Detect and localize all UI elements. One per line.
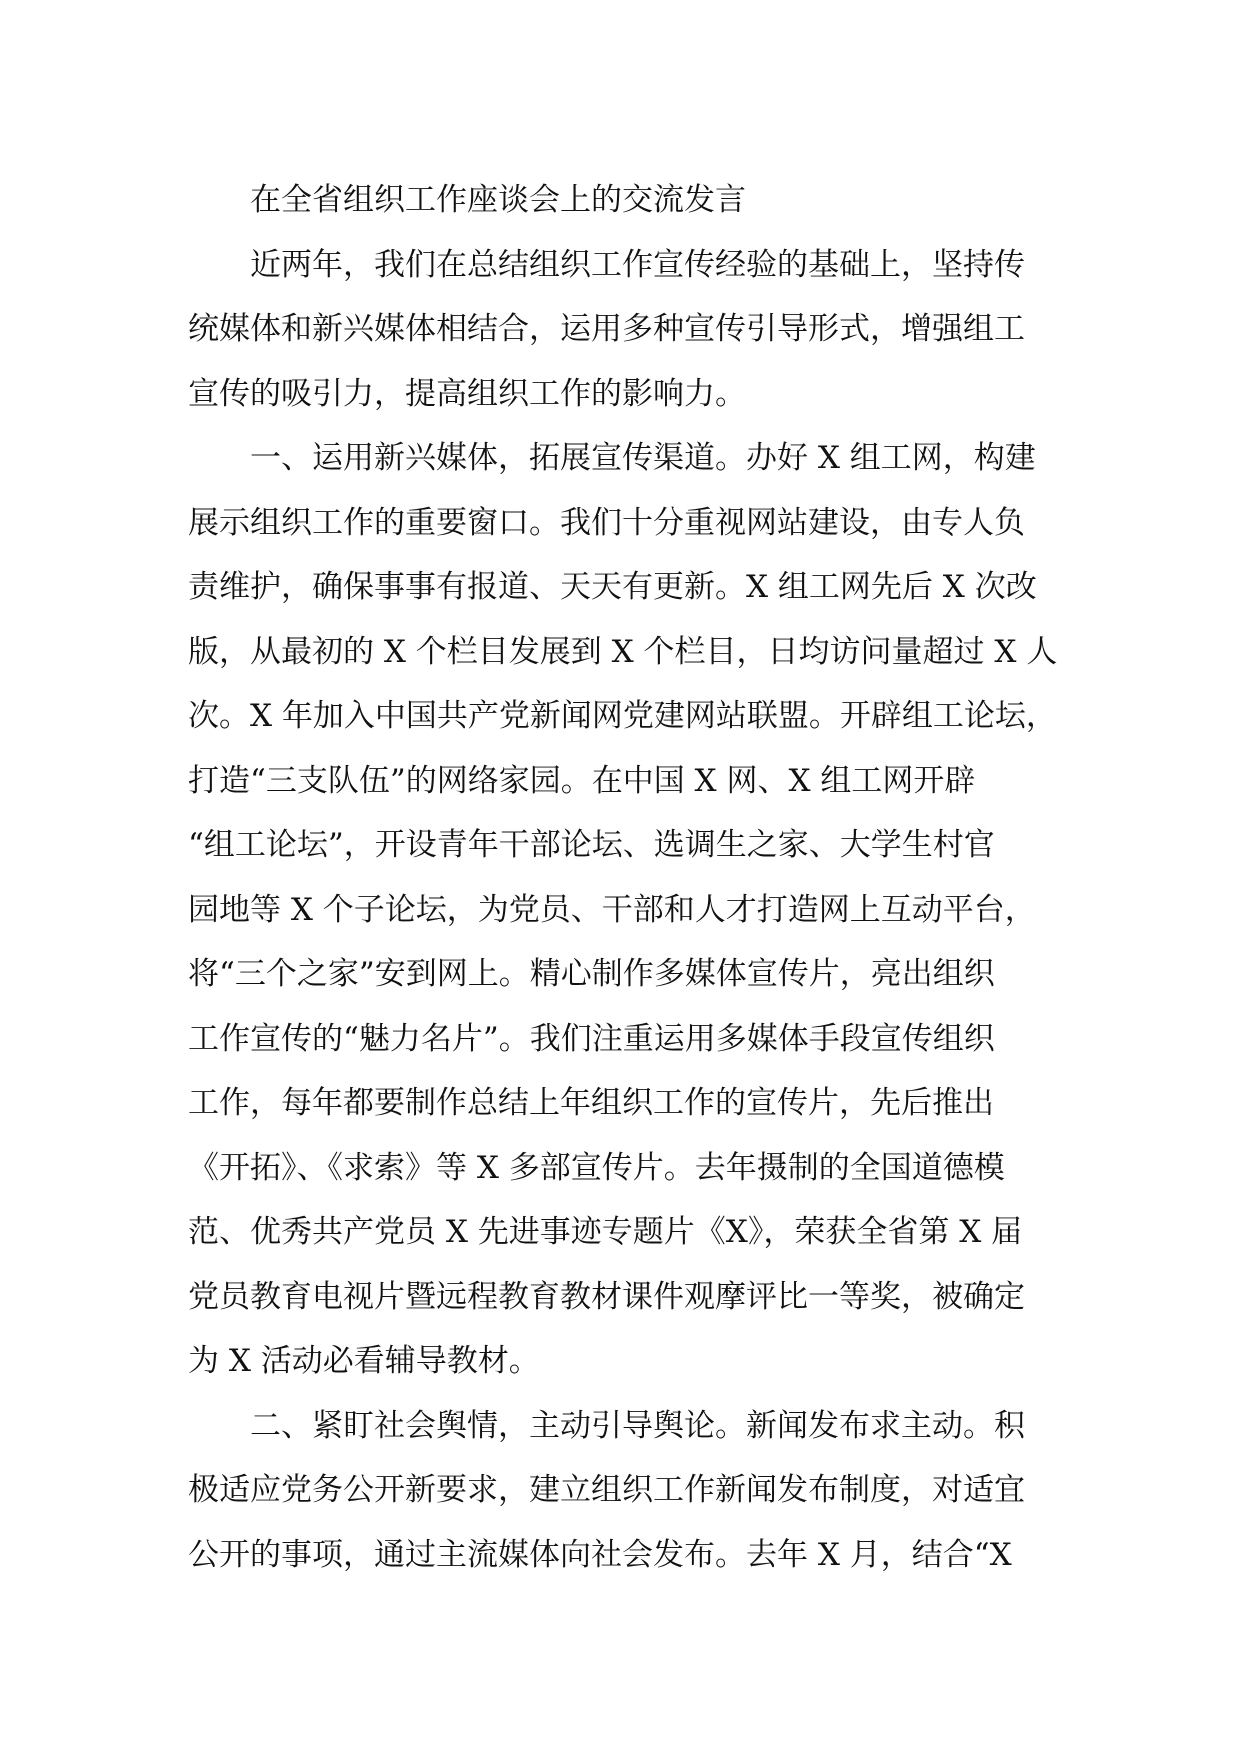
text-line-21: 公开的事项，通过主流媒体向社会发布。去年 X 月，结合“X: [188, 1536, 1012, 1573]
document-body: [188, 168, 1078, 1587]
text-line-20: 极适应党务公开新要求，建立组织工作新闻发布制度，对适宜: [188, 1472, 1025, 1508]
text-line-13: 工作宣传的“魅力名片”。我们注重运用多媒体手段宣传组织: [188, 1020, 995, 1057]
text-line-1: 近两年，我们在总结组织工作宣传经验的基础上，坚持传: [250, 246, 1025, 283]
text-line-3: 宣传的吸引力，提高组织工作的影响力。: [188, 375, 746, 412]
text-line-18: 为 X 活动必看辅导教材。: [188, 1343, 540, 1379]
text-line-12: 将“三个之家”安到网上。精心制作多媒体宣传片，亮出组织: [188, 956, 995, 992]
text-line-14: 工作，每年都要制作总结上年组织工作的宣传片，先后推出: [188, 1085, 994, 1121]
text-line-7: 版，从最初的 X 个栏目发展到 X 个栏目，日均访问量超过 X 人: [188, 633, 1058, 670]
text-line-6: 责维护，确保事事有报道、天天有更新。X 组工网先后 X 次改: [188, 569, 1037, 605]
text-line-5: 展示组织工作的重要窗口。我们十分重视网站建设，由专人负: [188, 504, 1025, 541]
text-line-8: 次。X 年加入中国共产党新闻网党建网站联盟。开辟组工论坛，: [188, 698, 1057, 734]
text-line-9: 打造“三支队伍”的网络家园。在中国 X 网、X 组工网开辟: [188, 762, 976, 799]
text-line-17: 党员教育电视片暨远程教育教材课件观摩评比一等奖，被确定: [188, 1278, 1025, 1315]
text-line-15: 《开拓》、《求索》等 X 多部宣传片。去年摄制的全国道德模: [188, 1149, 1005, 1186]
text-line-2: 统媒体和新兴媒体相结合，运用多种宣传引导形式，增强组工: [188, 311, 1025, 347]
text-line-10: “组工论坛”，开设青年干部论坛、选调生之家、大学生村官: [188, 827, 995, 863]
text-line-16: 范、优秀共产党员 X 先进事迹专题片《X》，荣获全省第 X 届: [188, 1214, 1023, 1250]
text-line-4: 一、运用新兴媒体，拓展宣传渠道。办好 X 组工网，构建: [250, 440, 1036, 476]
text-line-19: 二、紧盯社会舆情，主动引导舆论。新闻发布求主动。积: [250, 1407, 1025, 1444]
text-line-11: 园地等 X 个子论坛，为党员、干部和人才打造网上互动平台，: [188, 891, 1036, 928]
document-title: 在全省组织工作座谈会上的交流发言: [250, 182, 746, 218]
